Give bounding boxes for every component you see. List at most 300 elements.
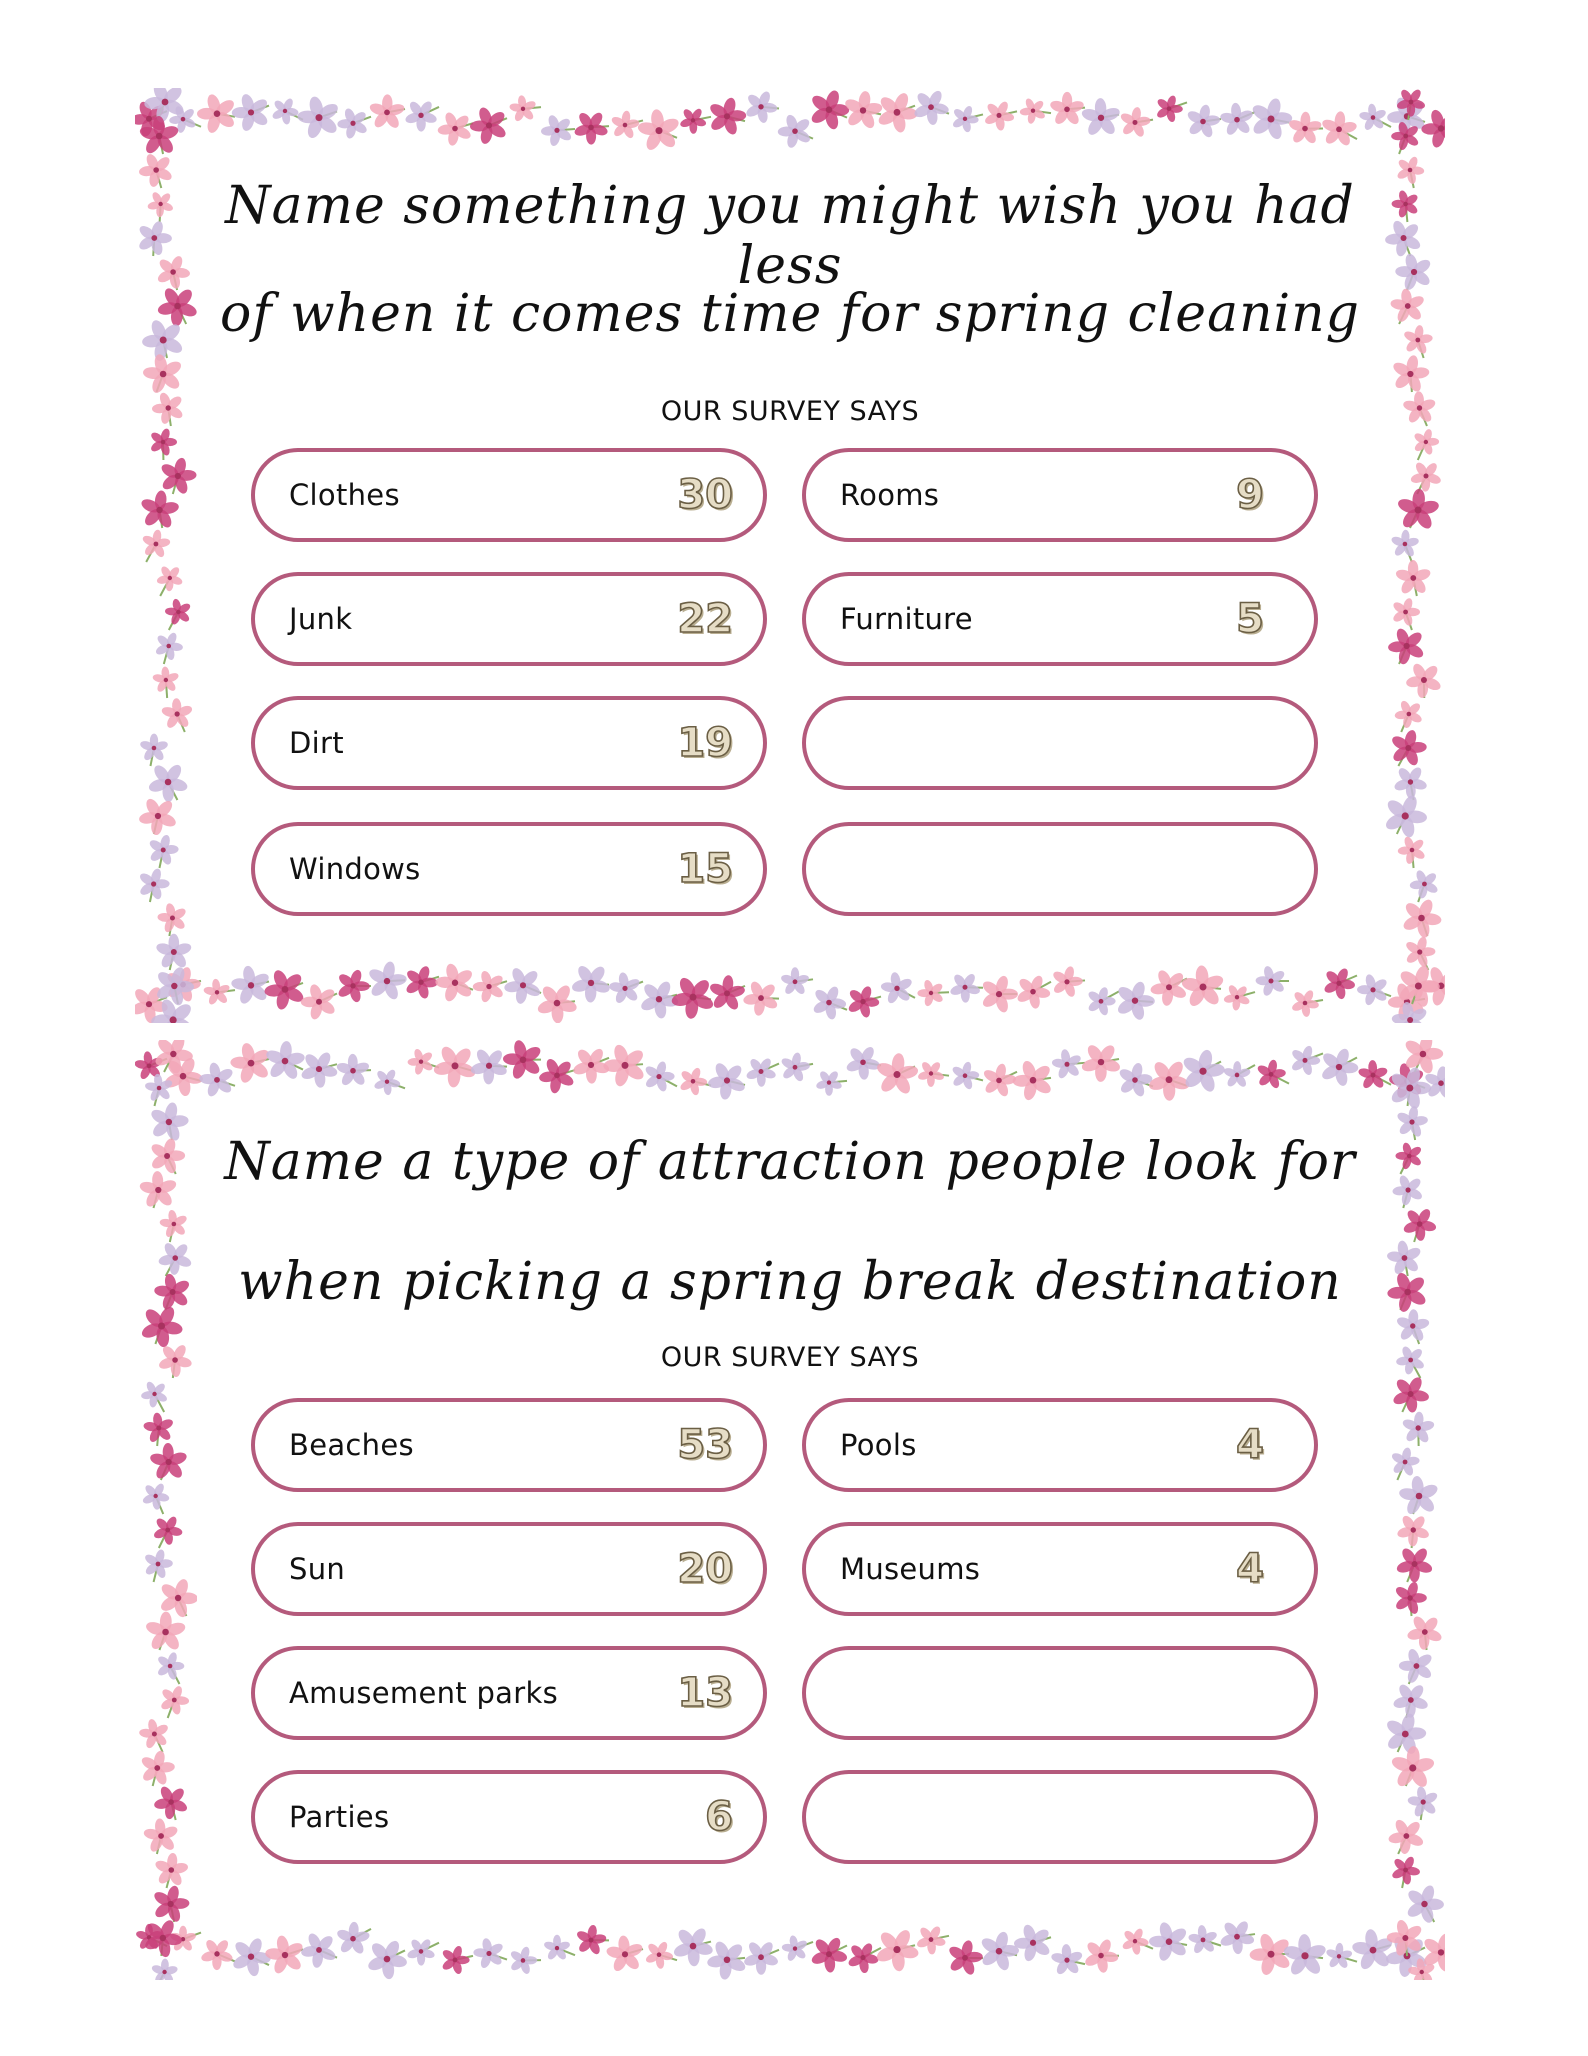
stem-icon [1401,714,1409,732]
blossom-icon [135,1051,164,1081]
answer-text: Pools [840,1428,917,1462]
stem-icon [897,1066,915,1074]
answer-text: Amusement parks [289,1676,558,1710]
answer-text: Furniture [840,602,973,636]
stem-icon [523,107,541,109]
blossom-icon [441,1945,470,1975]
blossom-icon [743,1940,780,1975]
stem-icon [1412,986,1418,1004]
answer-points: 22 [677,596,733,642]
floral-border-bottom [135,1918,1445,1980]
blossom-icon [1155,94,1183,123]
blossom-icon [159,457,197,496]
stem-icon [1407,1564,1414,1582]
blossom-icon [135,1924,163,1951]
answer-slot-8 [802,1770,1318,1864]
stem-icon [285,983,303,989]
blossom-icon [1051,965,1083,998]
stem-icon [149,1059,167,1066]
stem-icon [897,106,915,113]
answer-slot-4 [251,822,767,916]
stem-icon [1408,102,1411,120]
blossom-icon [1320,111,1357,148]
stem-icon [1441,981,1445,986]
stem-icon [157,1428,159,1446]
stem-icon [1406,612,1412,630]
stem-icon [931,1073,949,1075]
stem-icon [897,1945,915,1949]
blossom-icon [1424,1066,1445,1101]
blossom-icon [1390,1447,1420,1477]
blossom-icon [1386,1240,1422,1276]
blossom-icon [169,1926,197,1953]
blossom-icon [1383,794,1427,839]
blossom-icon [1399,1648,1434,1685]
stem-icon [1135,1001,1153,1002]
stem-icon [1418,340,1424,358]
stem-icon [1406,1768,1413,1786]
stem-icon [155,1394,165,1412]
stem-icon [795,1942,813,1949]
blossom-icon [158,1241,193,1275]
blossom-icon [1405,662,1442,699]
stem-icon [1410,782,1413,800]
blossom-icon [1394,1581,1427,1616]
stem-icon [625,1064,643,1065]
blossom-icon [509,95,537,123]
answer-points: 4 [1236,1422,1264,1468]
blossom-icon [743,980,780,1017]
stem-icon [387,109,405,112]
blossom-icon [1391,1375,1429,1413]
blossom-icon [571,963,612,1002]
stem-icon [931,992,949,993]
blossom-icon [541,114,573,147]
blossom-icon [708,96,747,136]
blossom-icon [1387,1271,1428,1313]
blossom-icon [1149,1921,1189,1963]
stem-icon [160,510,163,528]
blossom-icon [232,93,270,133]
blossom-icon [1223,1061,1252,1089]
answer-slot-2 [251,1522,767,1616]
blossom-icon [368,94,405,130]
stem-icon [1271,119,1289,123]
stem-icon [157,102,165,120]
stem-icon [159,136,163,154]
stem-icon [1399,136,1406,154]
blossom-icon [1398,1475,1439,1516]
answer-slot-7 [802,696,1318,790]
stem-icon [1420,952,1429,970]
stem-icon [421,1943,439,1952]
stem-icon [183,119,201,127]
blossom-icon [509,1946,537,1975]
blossom-icon [778,113,813,149]
blossom-icon [744,90,777,124]
stem-icon [557,1948,575,1955]
blossom-icon [141,318,184,362]
answer-points: 5 [1236,596,1264,642]
blossom-icon [1119,106,1151,138]
blossom-icon [1392,189,1420,218]
blossom-icon [1186,104,1221,139]
blossom-icon [1404,936,1435,968]
stem-icon [163,340,167,358]
blossom-icon [1389,1062,1426,1099]
stem-icon [1203,1940,1221,1946]
answer-points: 13 [677,1670,733,1716]
stem-icon [727,986,745,994]
stem-icon [1397,816,1405,834]
stem-icon [251,106,269,113]
blossom-icon [780,1052,811,1083]
stem-icon [1413,578,1417,596]
answer-text: Parties [289,1800,390,1834]
blossom-icon [1402,1207,1437,1241]
stem-icon [1373,118,1391,127]
stem-icon [999,1072,1017,1081]
stem-icon [217,1080,235,1086]
stem-icon [319,111,337,117]
blossom-icon [1290,1045,1320,1077]
blossom-icon [153,1785,189,1820]
blossom-icon [845,1045,881,1080]
floral-border-top [135,88,1445,150]
stem-icon [1418,442,1426,460]
stem-icon [154,1564,158,1582]
question-line-2: of when it comes time for spring cleaning [220,284,1360,344]
blossom-icon [161,698,194,730]
blossom-icon [780,967,810,996]
blossom-icon [336,1922,371,1956]
blossom-icon [199,1062,235,1099]
answer-points: 20 [677,1546,733,1592]
blossom-icon [980,974,1018,1014]
blossom-icon [1087,986,1116,1016]
answer-slot-6 [802,572,1318,666]
stem-icon [1067,1960,1085,1964]
stem-icon [1203,119,1221,121]
blossom-icon [1408,1958,1436,1980]
stem-icon [1399,306,1408,324]
stem-icon [1441,1083,1445,1092]
blossom-icon [1392,1174,1424,1206]
stem-icon [965,114,983,118]
blossom-icon [152,666,180,693]
blossom-icon [608,972,641,1005]
blossom-icon [1219,1919,1255,1954]
blossom-icon [1385,219,1423,257]
stem-icon [154,816,158,834]
blossom-icon [140,1750,176,1787]
blossom-icon [157,902,187,933]
stem-icon [965,1076,983,1081]
stem-icon [174,986,178,1004]
stem-icon [1033,1078,1051,1080]
stem-icon [1412,850,1414,868]
blossom-icon [139,1718,170,1749]
stem-icon [160,204,161,222]
blossom-icon [639,979,679,1019]
answer-text: Beaches [289,1428,414,1462]
answer-text: Sun [289,1552,346,1586]
stem-icon [164,1054,173,1072]
blossom-icon [149,1443,188,1481]
blossom-icon [610,110,640,140]
stem-icon [387,1950,405,1959]
blossom-icon [139,1171,178,1209]
stem-icon [171,1904,174,1922]
blossom-icon [1357,973,1389,1006]
blossom-icon [301,983,337,1021]
blossom-icon [1080,1043,1121,1082]
stem-icon [1402,1870,1405,1888]
blossom-icon [1396,155,1425,184]
blossom-icon [169,105,197,134]
answer-points: 15 [677,846,733,892]
stem-icon [1067,1063,1085,1064]
blossom-icon [1323,967,1356,1000]
blossom-icon [149,1137,185,1175]
stem-icon [149,111,167,119]
stem-icon [170,1224,174,1242]
blossom-icon [141,529,171,559]
stem-icon [251,981,269,985]
stem-icon [1407,1081,1425,1088]
stem-icon [149,1937,167,1946]
blossom-icon [367,961,407,1001]
blossom-icon [137,220,172,257]
blossom-icon [1115,980,1155,1021]
blossom-icon [1389,1066,1431,1111]
blossom-icon [1359,103,1388,131]
blossom-icon [404,99,438,131]
blossom-icon [158,1577,197,1618]
blossom-icon [157,286,197,327]
answer-points: 4 [1236,1546,1264,1592]
blossom-icon [366,1939,408,1980]
blossom-icon [165,966,201,1003]
stem-icon [1405,1938,1407,1956]
blossom-icon [1392,1682,1429,1718]
blossom-icon [575,1924,607,1956]
blossom-icon [708,975,746,1012]
blossom-icon [1396,88,1426,117]
stem-icon [1135,120,1153,123]
blossom-icon [151,1958,179,1980]
blossom-icon [406,1938,435,1966]
blossom-icon [138,867,170,900]
stem-icon [591,983,609,985]
blossom-icon [154,1853,189,1888]
answer-slot-3 [251,696,767,790]
blossom-icon [144,1073,173,1102]
blossom-icon [147,191,174,218]
blossom-icon [230,1042,271,1085]
stem-icon [156,170,161,188]
stem-icon [863,110,881,114]
answer-points: 9 [1236,472,1264,518]
blossom-icon [810,1936,848,1973]
answer-slot-1 [251,448,767,542]
floral-border-left [135,1040,197,1980]
blossom-icon [1188,1925,1219,1955]
blossom-icon [135,100,167,138]
stem-icon [659,995,677,999]
blossom-icon [1409,869,1439,899]
blossom-icon [143,1549,173,1580]
stem-icon [523,985,541,993]
blossom-icon [155,965,195,1006]
answer-slot-3 [251,1646,767,1740]
blossom-icon [264,1041,306,1082]
stem-icon [1339,1057,1357,1067]
stem-icon [727,1081,745,1085]
stem-icon [897,988,915,998]
blossom-icon [1291,989,1320,1018]
stem-icon [1237,992,1255,997]
blossom-icon [679,1067,708,1096]
stem-icon [178,1598,186,1616]
blossom-icon [847,985,880,1019]
stem-icon [154,1088,159,1106]
stem-icon [795,1064,813,1067]
blossom-icon [672,1926,714,1967]
stem-icon [1410,510,1418,528]
blossom-icon [1385,1934,1429,1977]
blossom-icon [135,985,169,1023]
stem-icon [489,118,507,125]
blossom-icon [1421,108,1445,149]
blossom-icon [847,1942,879,1974]
stem-icon [1135,1941,1153,1949]
blossom-icon [1401,1411,1435,1444]
stem-icon [829,110,847,118]
blossom-icon [151,997,195,1023]
stem-icon [1424,1904,1434,1922]
stem-icon [353,117,371,124]
blossom-icon [1150,968,1188,1006]
stem-icon [150,748,153,766]
blossom-icon [336,968,370,1003]
blossom-icon [1391,354,1430,393]
survey-says-label: OUR SURVEY SAYS [660,396,920,427]
blossom-icon [138,116,180,156]
stem-icon [999,1951,1017,1955]
blossom-icon [154,1273,191,1311]
stem-icon [659,1955,677,1960]
stem-icon [149,997,167,1004]
stem-icon [167,1870,172,1888]
stem-icon [177,714,185,732]
stem-icon [319,993,337,1001]
answer-slot-6 [802,1522,1318,1616]
blossom-icon [671,975,716,1019]
stem-icon [319,1064,337,1069]
stem-icon [173,476,178,494]
stem-icon [1169,102,1187,108]
blossom-icon [336,1054,371,1087]
blossom-icon [1397,964,1440,1009]
stem-icon [1421,1802,1423,1820]
blossom-icon [337,107,369,140]
stem-icon [160,578,170,596]
blossom-icon [144,1611,186,1652]
blossom-icon [1391,121,1420,151]
blossom-icon [141,1380,169,1408]
stem-icon [1398,1734,1406,1752]
stem-icon [1033,982,1051,992]
blossom-icon [470,1047,509,1084]
stem-icon [1203,987,1221,989]
blossom-icon [159,1209,188,1238]
stem-icon [591,1058,609,1065]
answer-slot-7 [802,1646,1318,1740]
stem-icon [557,129,575,130]
stem-icon [1417,476,1426,494]
blossom-icon [1012,1059,1053,1101]
stem-icon [251,1059,269,1063]
stem-icon [166,680,167,698]
blossom-icon [162,1056,203,1097]
stem-icon [659,131,677,138]
blossom-icon [1391,1855,1421,1885]
stem-icon [1407,1948,1425,1956]
stem-icon [1412,1530,1414,1548]
stem-icon [170,1666,179,1684]
stem-icon [1404,1258,1407,1276]
question-line-1: Name something you might wish you had less [225,176,1355,296]
stem-icon [727,116,745,121]
blossom-icon [1395,252,1433,291]
stem-icon [171,1802,176,1820]
stem-icon [1237,1065,1255,1075]
stem-icon [829,1946,847,1955]
stem-icon [1412,1122,1415,1140]
answer-text: Rooms [840,478,940,512]
floral-border-top [135,1040,1445,1102]
stem-icon [1237,1934,1255,1937]
stem-icon [761,1064,779,1072]
stem-icon [489,1066,507,1067]
blossom-icon [407,1048,434,1076]
stem-icon [999,111,1017,115]
blossom-icon [300,1050,339,1088]
stem-icon [155,1972,164,1980]
blossom-icon [404,965,438,1000]
blossom-icon [156,565,184,592]
blossom-icon [139,734,169,763]
blossom-icon [679,107,707,134]
answer-text: Dirt [289,726,344,760]
blossom-icon [947,1939,983,1976]
blossom-icon [1181,965,1226,1009]
answer-slot-8 [802,822,1318,916]
blossom-icon [538,1057,575,1094]
survey-says-label: OUR SURVEY SAYS [660,1342,920,1373]
answer-text: Clothes [289,478,400,512]
blossom-icon [147,762,189,802]
blossom-icon [1118,1062,1153,1098]
stem-icon [159,1530,168,1548]
blossom-icon [1080,98,1121,138]
stem-icon [178,306,187,324]
stem-icon [1421,918,1427,936]
stem-icon [168,782,177,800]
blossom-icon [143,1412,175,1444]
stem-icon [1441,120,1445,129]
